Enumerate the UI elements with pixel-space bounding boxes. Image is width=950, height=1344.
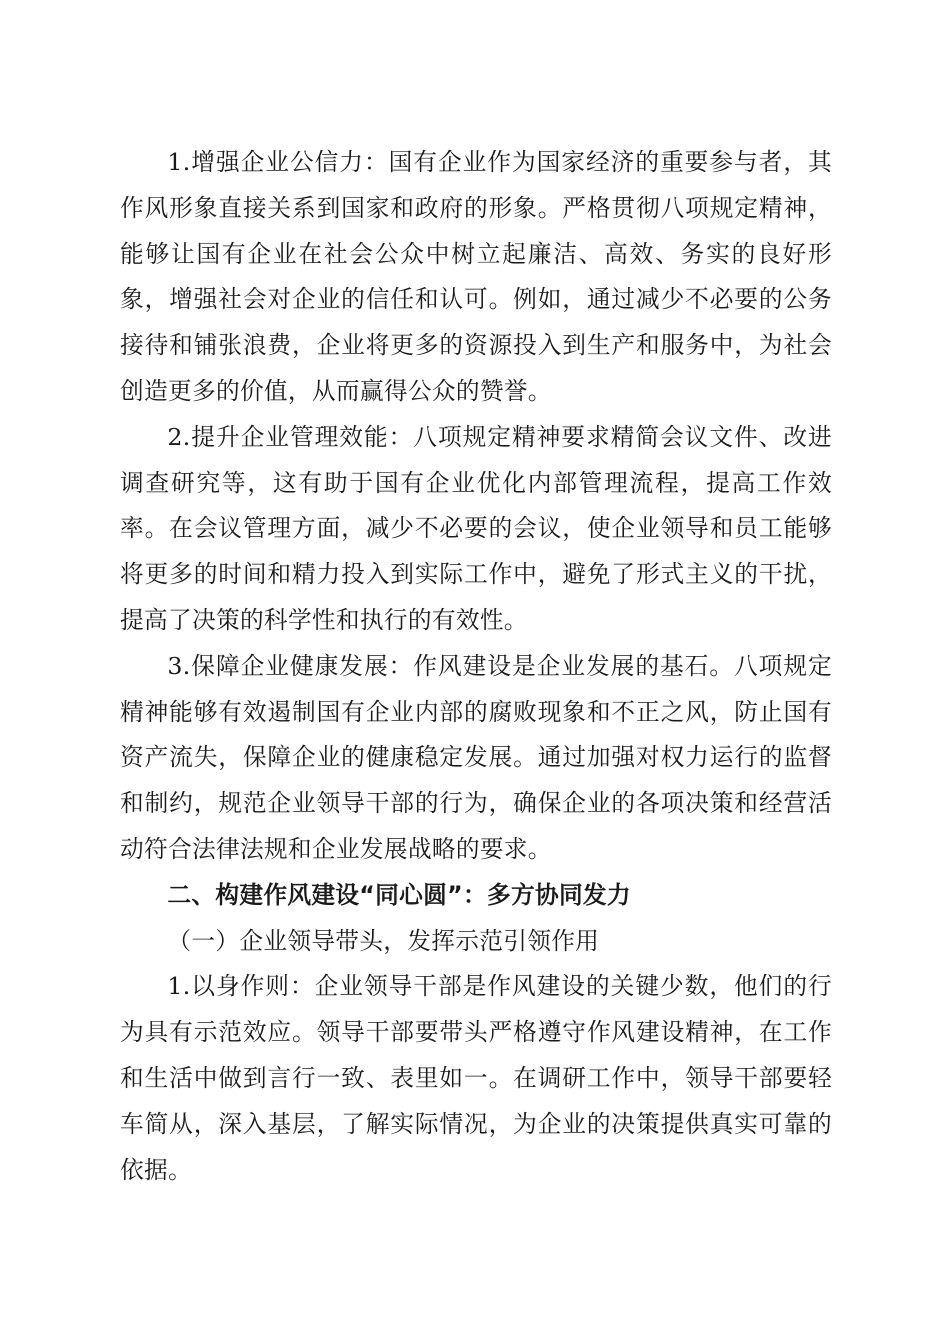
paragraph-lead-by-example: 1.以身作则：企业领导干部是作风建设的关键少数，他们的行为具有示范效应。领导干部要带头严格遵守作风建设精神，在工作和生活中做到言行一致、表里如一。在调研工作中，领导干部要轻车简从，深入基层，了解实际情况，为企业的决策提供真实可靠的依据。 bbox=[120, 972, 832, 1184]
paragraph-credibility: 1.增强企业公信力：国有企业作为国家经济的重要参与者，其作风形象直接关系到国家和政府的形象。严格贯彻八项规定精神，能够让国有企业在社会公众中树立起廉洁、高效、务实的良好形象，增强社会对企业的信任和认可。例如，通过减少不必要的公务接待和铺张浪费，企业将更多的资源投入到生产和服务中，为社会创造更多的价值，从而赢得公众的赞誉。 bbox=[120, 148, 832, 405]
subsection-heading-1: （一）企业领导带头，发挥示范引领作用 bbox=[167, 926, 600, 955]
section-heading-2: 二、构建作风建设“同心圆”：多方协同发力 bbox=[167, 880, 631, 909]
paragraph-management-efficiency: 2.提升企业管理效能：八项规定精神要求精简会议文件、改进调查研究等，这有助于国有企业优化内部管理流程，提高工作效率。在会议管理方面，减少不必要的会议，使企业领导和员工能够将更多的时间和精力投入到实际工作中，避免了形式主义的干扰，提高了决策的科学性和执行的有效性。 bbox=[120, 422, 832, 634]
document-page bbox=[120, 140, 832, 1193]
paragraph-healthy-development: 3.保障企业健康发展：作风建设是企业发展的基石。八项规定精神能够有效遏制国有企业内部的腐败现象和不正之风，防止国有资产流失，保障企业的健康稳定发展。通过加强对权力运行的监督和制约，规范企业领导干部的行为，确保企业的各项决策和经营活动符合法律法规和企业发展战略的要求。 bbox=[120, 651, 832, 863]
